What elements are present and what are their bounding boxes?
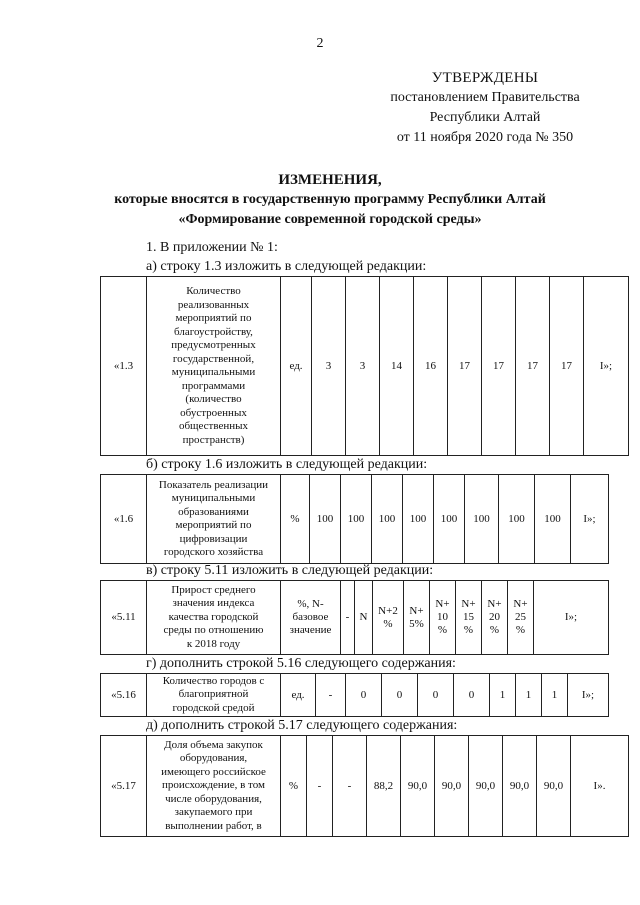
row-value: 90,0 xyxy=(503,736,537,837)
heading-line: «Формирование современной городской среды» xyxy=(178,212,482,227)
row-code: «1.6 xyxy=(101,475,147,564)
cell-line: муниципальными xyxy=(171,366,256,378)
indicator-table xyxy=(100,673,609,717)
heading-line: которые вносятся в государственную программу Республики Алтай xyxy=(114,192,546,207)
row-value xyxy=(404,581,430,655)
cell-line: реализованных xyxy=(177,298,250,311)
row-value: 88,2 xyxy=(367,736,401,837)
row-value xyxy=(508,581,534,655)
row-unit xyxy=(281,475,310,564)
row-code: «5.16 xyxy=(101,674,147,717)
cell-line: имеющего российское xyxy=(161,765,266,778)
document-heading xyxy=(60,170,600,230)
row-value: 17 xyxy=(516,277,550,456)
row-value: 17 xyxy=(550,277,584,456)
cell-line: базовое xyxy=(292,611,329,623)
section-caption: б) строку 1.6 изложить в следующей редакции: xyxy=(146,457,428,472)
row-value: - xyxy=(333,736,367,837)
row-value: - xyxy=(316,674,346,717)
approval-title: УТВЕРЖДЕНЫ xyxy=(431,70,539,86)
cell-line: - xyxy=(345,611,350,623)
row-unit xyxy=(281,581,341,655)
cell-line: Количество xyxy=(186,285,241,297)
approval-line: Республики Алтай xyxy=(429,110,541,125)
row-value: 100 xyxy=(310,475,341,564)
row-value: 100 xyxy=(372,475,403,564)
cell-line: ед. xyxy=(289,359,303,372)
indicator-table xyxy=(100,735,629,837)
cell-line: общественных xyxy=(178,420,249,432)
row-value: 17 xyxy=(482,277,516,456)
cell-line: предусмотренных xyxy=(171,339,256,351)
row-value: 0 xyxy=(454,674,490,717)
cell-line: ед. xyxy=(291,688,305,701)
cell-line: N+2 xyxy=(378,604,398,617)
row-value: 100 xyxy=(499,475,535,564)
row-end: I». xyxy=(571,736,629,837)
cell-line: 10 xyxy=(437,611,448,623)
cell-line: N+ xyxy=(409,604,424,617)
cell-line: N xyxy=(359,611,368,623)
section-caption: г) дополнить строкой 5.16 следующего содержания: xyxy=(146,656,456,671)
row-code: «5.11 xyxy=(101,581,147,655)
table-row xyxy=(101,475,609,564)
approval-line: постановлением Правительства xyxy=(390,90,580,105)
cell-line: 5% xyxy=(409,617,424,630)
cell-line: % xyxy=(437,624,448,636)
row-value: 0 xyxy=(382,674,418,717)
cell-line: пространств) xyxy=(182,433,245,446)
cell-line: N+ xyxy=(513,598,528,610)
row-value: 3 xyxy=(312,277,346,456)
cell-line: значения индекса xyxy=(172,597,255,610)
row-description xyxy=(147,277,281,456)
row-value: 17 xyxy=(448,277,482,456)
row-description xyxy=(147,674,281,717)
row-value xyxy=(355,581,373,655)
row-description xyxy=(147,581,281,655)
cell-line: (количество xyxy=(185,393,242,405)
section-caption: д) дополнить строкой 5.17 следующего содержания: xyxy=(146,718,458,733)
cell-line: благоприятной xyxy=(178,688,249,701)
approval-block xyxy=(370,68,600,148)
cell-line: Прирост среднего xyxy=(171,583,256,596)
row-code: «5.17 xyxy=(101,736,147,837)
cell-line: Количество городов с xyxy=(162,674,265,687)
row-value: 14 xyxy=(380,277,414,456)
cell-line: Показатель реализации xyxy=(158,478,269,491)
row-value: 90,0 xyxy=(435,736,469,837)
row-value: 100 xyxy=(403,475,434,564)
cell-line: 25 xyxy=(515,611,526,623)
page-number: 2 xyxy=(316,36,324,51)
row-value xyxy=(373,581,404,655)
cell-line: государственной, xyxy=(172,352,255,365)
row-value: 0 xyxy=(346,674,382,717)
row-value: 1 xyxy=(542,674,568,717)
cell-line: % xyxy=(463,624,474,636)
row-end: I»; xyxy=(534,581,609,655)
cell-line: % xyxy=(290,512,300,525)
cell-line: значение xyxy=(289,624,332,636)
cell-line: городского хозяйства xyxy=(163,546,264,558)
row-description xyxy=(147,475,281,564)
cell-line: мероприятий по xyxy=(175,519,252,531)
cell-line: закупаемого при xyxy=(174,806,253,819)
row-value: 90,0 xyxy=(469,736,503,837)
cell-line: к 2018 году xyxy=(186,637,241,650)
row-value: 1 xyxy=(516,674,542,717)
row-value: 100 xyxy=(465,475,499,564)
table-row xyxy=(101,581,609,655)
cell-line: 15 xyxy=(463,611,474,623)
row-value: 16 xyxy=(414,277,448,456)
cell-line: цифровизации xyxy=(179,532,248,545)
cell-line: N+ xyxy=(461,598,476,610)
cell-line: происхождение, в том xyxy=(162,779,265,792)
row-value xyxy=(341,581,355,655)
intro-paragraph: 1. В приложении № 1: xyxy=(146,240,278,255)
row-end: I»; xyxy=(584,277,629,456)
table-row xyxy=(101,277,629,456)
row-value: 0 xyxy=(418,674,454,717)
cell-line: мероприятий по xyxy=(175,312,252,324)
cell-line: среды по отношению xyxy=(163,624,264,637)
indicator-table xyxy=(100,580,609,655)
row-value xyxy=(456,581,482,655)
row-value: 100 xyxy=(341,475,372,564)
table-row xyxy=(101,674,609,717)
cell-line: % xyxy=(383,617,393,630)
section-caption: в) строку 5.11 изложить в следующей редакции: xyxy=(146,563,434,578)
row-value: 100 xyxy=(535,475,571,564)
cell-line: образованиями xyxy=(178,505,249,518)
cell-line: программами xyxy=(181,379,246,392)
row-unit xyxy=(281,674,316,717)
cell-line: % xyxy=(489,624,500,636)
cell-line: обустроенных xyxy=(180,406,247,419)
row-value xyxy=(430,581,456,655)
cell-line: благоустройству, xyxy=(174,325,253,338)
cell-line: числе оборудования, xyxy=(165,792,262,805)
row-end: I»; xyxy=(571,475,609,564)
table-row xyxy=(101,736,629,837)
row-unit xyxy=(281,277,312,456)
row-description xyxy=(147,736,281,837)
cell-line: %, N- xyxy=(297,598,324,610)
row-value: - xyxy=(307,736,333,837)
cell-line: % xyxy=(288,779,299,792)
cell-line: муниципальными xyxy=(171,492,256,504)
row-end: I»; xyxy=(568,674,609,717)
cell-line: N+ xyxy=(435,598,450,610)
row-value xyxy=(482,581,508,655)
heading-title: ИЗМЕНЕНИЯ, xyxy=(278,172,382,188)
row-value: 3 xyxy=(346,277,380,456)
cell-line: % xyxy=(515,624,526,636)
cell-line: городской средой xyxy=(172,701,255,714)
row-code: «1.3 xyxy=(101,277,147,456)
row-value: 90,0 xyxy=(401,736,435,837)
row-value: 90,0 xyxy=(537,736,571,837)
row-unit xyxy=(281,736,307,837)
cell-line: качества городской xyxy=(168,610,259,623)
cell-line: Доля объема закупок xyxy=(164,738,263,751)
cell-line: оборудования, xyxy=(179,752,248,765)
row-value: 100 xyxy=(434,475,465,564)
cell-line: N+ xyxy=(487,598,502,610)
row-value: 1 xyxy=(490,674,516,717)
section-caption: а) строку 1.3 изложить в следующей редакции: xyxy=(146,259,427,274)
cell-line: выполнении работ, в xyxy=(165,819,262,832)
indicator-table xyxy=(100,276,629,456)
indicator-table xyxy=(100,474,609,564)
approval-line: от 11 ноября 2020 года № 350 xyxy=(396,130,574,145)
cell-line: 20 xyxy=(489,611,500,623)
